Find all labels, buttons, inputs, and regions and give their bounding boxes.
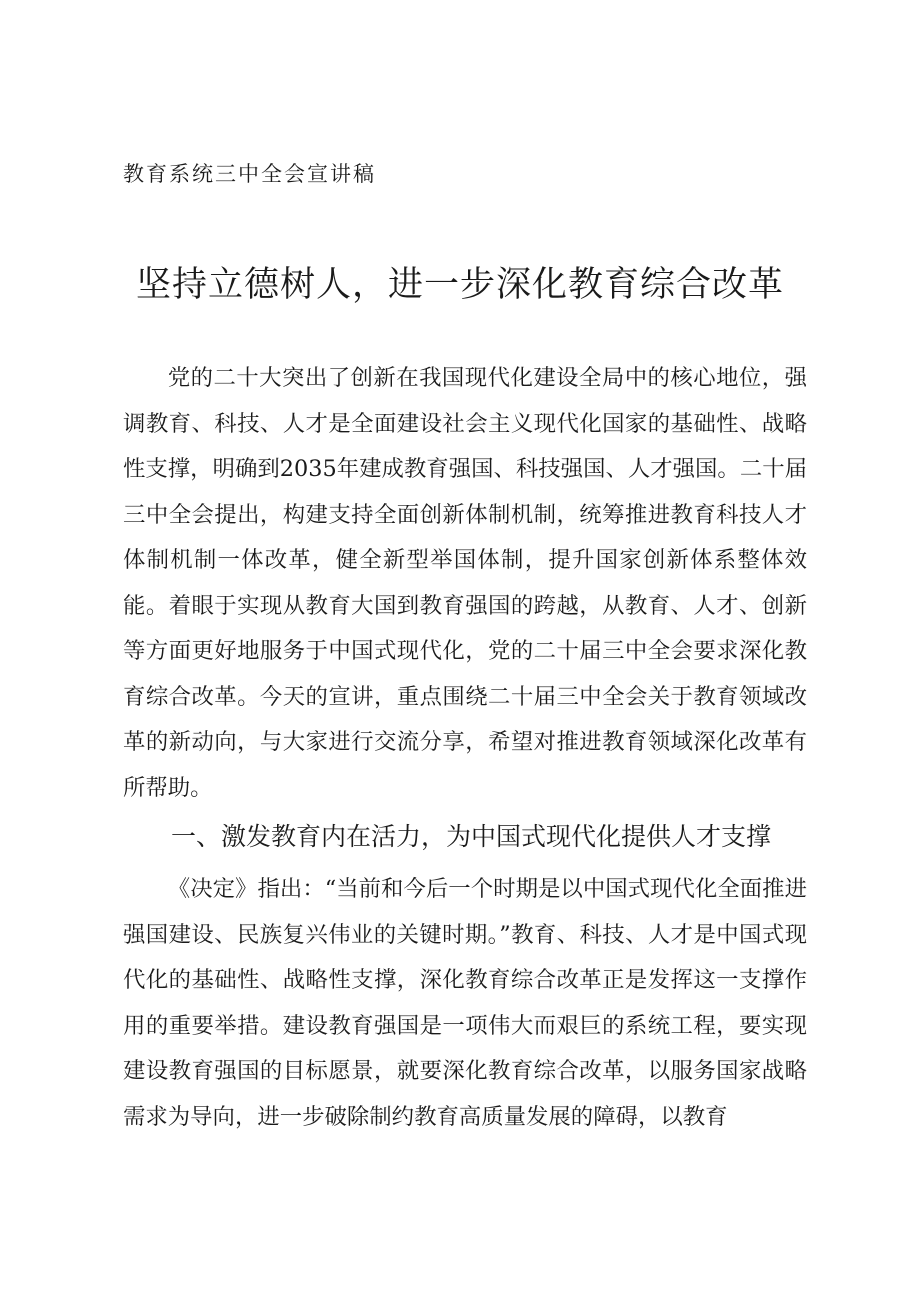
- section-heading-1: 一、激发教育内在活力，为中国式现代化提供人才支撑: [171, 822, 772, 851]
- document-label: 教育系统三中全会宣讲稿: [123, 162, 376, 186]
- document-title: 坚持立德树人，进一步深化教育综合改革: [135, 265, 784, 305]
- section-1-paragraph: 《决定》指出：“当前和今后一个时期是以中国式现代化全面推进强国建设、民族复兴伟业的关键时期。”教育、科技、人才是中国式现代化的基础性、战略性支撑，深化教育综合改革正是发挥这一支撑作用的重要举措。建设教育强国是一项伟大而艰巨的系统工程，要实现建设教育强国的目标愿景，就要深化教育综合改革，以服务国家战略需求为导向，进一步破除制约教育高质量发展的障碍，以教育: [123, 876, 807, 1130]
- intro-paragraph: 党的二十大突出了创新在我国现代化建设全局中的核心地位，强调教育、科技、人才是全面建设社会主义现代化国家的基础性、战略性支撑，明确到2035年建成教育强国、科技强国、人才强国。二十届三中全会提出，构建支持全面创新体制机制，统筹推进教育科技人才体制机制一体改革，健全新型举国体制，提升国家创新体系整体效能。着眼于实现从教育大国到教育强国的跨越，从教育、人才、创新等方面更好地服务于中国式现代化，党的二十届三中全会要求深化教育综合改革。今天的宣讲，重点围绕二十届三中全会关于教育领域改革的新动向，与大家进行交流分享，希望对推进教育领域深化改革有所帮助。: [123, 365, 807, 801]
